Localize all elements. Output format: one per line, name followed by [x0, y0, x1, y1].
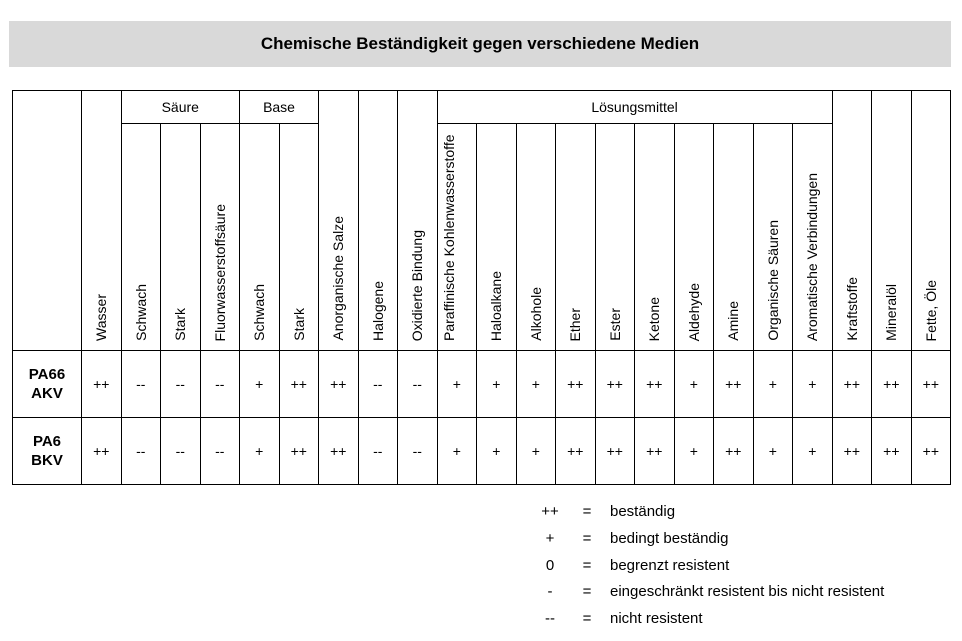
col-header-halogene: Halogene [358, 91, 398, 351]
col-header-kraftstoffe: Kraftstoffe [832, 91, 872, 351]
col-header-wasser: Wasser [82, 91, 122, 351]
col-header-anorganische-salze: Anorganische Salze [319, 91, 359, 351]
group-header-base: Base [240, 91, 319, 124]
value-cell: -- [161, 351, 201, 418]
value-cell: -- [200, 351, 240, 418]
value-cell: ++ [595, 351, 635, 418]
col-header-ether: Ether [556, 124, 596, 351]
legend-equals: = [582, 529, 592, 547]
legend-item [530, 527, 728, 549]
value-cell: ++ [911, 351, 951, 418]
legend-text: beständig [610, 502, 676, 520]
value-cell: ++ [82, 351, 122, 418]
legend-text: begrenzt resistent [610, 556, 730, 574]
col-header-saeure-schwach: Schwach [121, 124, 161, 351]
col-header-paraffinische-kohlenwasserstoffe: Paraffinische Kohlenwasserstoffe [437, 124, 477, 351]
col-header-fluorwasserstoffsaeure: Fluorwasserstoffsäure [200, 124, 240, 351]
legend-item [530, 554, 729, 576]
legend-item [530, 580, 884, 602]
group-header-loesungsmittel: Lösungsmittel [437, 91, 832, 124]
group-header-saeure: Säure [121, 91, 240, 124]
legend-equals: = [582, 582, 592, 600]
value-cell: ++ [319, 351, 359, 418]
material-cell: PA6 BKV [13, 418, 82, 485]
value-cell: ++ [635, 351, 675, 418]
legend-equals: = [582, 609, 592, 627]
legend-symbol: ++ [541, 502, 559, 520]
legend-equals: = [582, 556, 592, 574]
legend-symbol: 0 [545, 556, 555, 574]
value-cell: -- [121, 418, 161, 485]
value-cell: -- [358, 418, 398, 485]
value-cell: ++ [872, 351, 912, 418]
value-cell: -- [121, 351, 161, 418]
value-cell: -- [200, 418, 240, 485]
legend-item [530, 500, 675, 522]
value-cell: ++ [82, 418, 122, 485]
value-cell: + [437, 351, 477, 418]
value-cell: -- [358, 351, 398, 418]
value-cell: ++ [714, 418, 754, 485]
value-cell: ++ [556, 418, 596, 485]
col-header-aldehyde: Aldehyde [674, 124, 714, 351]
col-header-organische-saeuren: Organische Säuren [753, 124, 793, 351]
value-cell: + [674, 351, 714, 418]
col-header-base-schwach: Schwach [240, 124, 280, 351]
col-header-aromatische-verbindungen: Aromatische Verbindungen [793, 124, 833, 351]
col-header-ketone: Ketone [635, 124, 675, 351]
value-cell: + [477, 351, 517, 418]
col-header-oxidierte-bindung: Oxidierte Bindung [398, 91, 438, 351]
legend-symbol: + [545, 529, 555, 547]
value-cell: + [240, 418, 280, 485]
value-cell: -- [398, 418, 438, 485]
value-cell: + [753, 418, 793, 485]
page-title: Chemische Beständigkeit gegen verschiedene Medien [260, 34, 700, 53]
value-cell: ++ [279, 418, 319, 485]
value-cell: ++ [556, 351, 596, 418]
value-cell: ++ [279, 351, 319, 418]
value-cell: + [477, 418, 517, 485]
legend-text: nicht resistent [610, 609, 703, 627]
col-header-mineraloel: Mineralöl [872, 91, 912, 351]
value-cell: + [793, 418, 833, 485]
title-bar [9, 21, 951, 67]
value-cell: ++ [832, 418, 872, 485]
legend-text: bedingt beständig [610, 529, 729, 547]
value-cell: + [753, 351, 793, 418]
value-cell: + [793, 351, 833, 418]
col-header-haloalkane: Haloalkane [477, 124, 517, 351]
legend-item [530, 607, 703, 629]
col-header-base-stark: Stark [279, 124, 319, 351]
table-body [13, 351, 951, 485]
value-cell: ++ [872, 418, 912, 485]
col-header-ester: Ester [595, 124, 635, 351]
value-cell: ++ [319, 418, 359, 485]
value-cell: + [240, 351, 280, 418]
col-header-alkohole: Alkohole [516, 124, 556, 351]
material-cell: PA66 AKV [13, 351, 82, 418]
value-cell: ++ [635, 418, 675, 485]
value-cell: -- [161, 418, 201, 485]
value-cell: ++ [714, 351, 754, 418]
col-header-fette-oele: Fette, Öle [911, 91, 951, 351]
value-cell: + [674, 418, 714, 485]
legend-symbol: - [547, 582, 553, 600]
legend-text: eingeschränkt resistent bis nicht resistent [610, 582, 885, 600]
value-cell: ++ [595, 418, 635, 485]
legend-equals: = [582, 502, 592, 520]
value-cell: + [516, 418, 556, 485]
value-cell: + [437, 418, 477, 485]
corner-cell [13, 91, 82, 351]
legend-symbol: -- [545, 609, 555, 627]
col-header-saeure-stark: Stark [161, 124, 201, 351]
table-row [13, 418, 951, 485]
value-cell: ++ [832, 351, 872, 418]
table-row [13, 351, 951, 418]
col-header-amine: Amine [714, 124, 754, 351]
value-cell: -- [398, 351, 438, 418]
value-cell: + [516, 351, 556, 418]
resistance-table [12, 90, 951, 485]
value-cell: ++ [911, 418, 951, 485]
